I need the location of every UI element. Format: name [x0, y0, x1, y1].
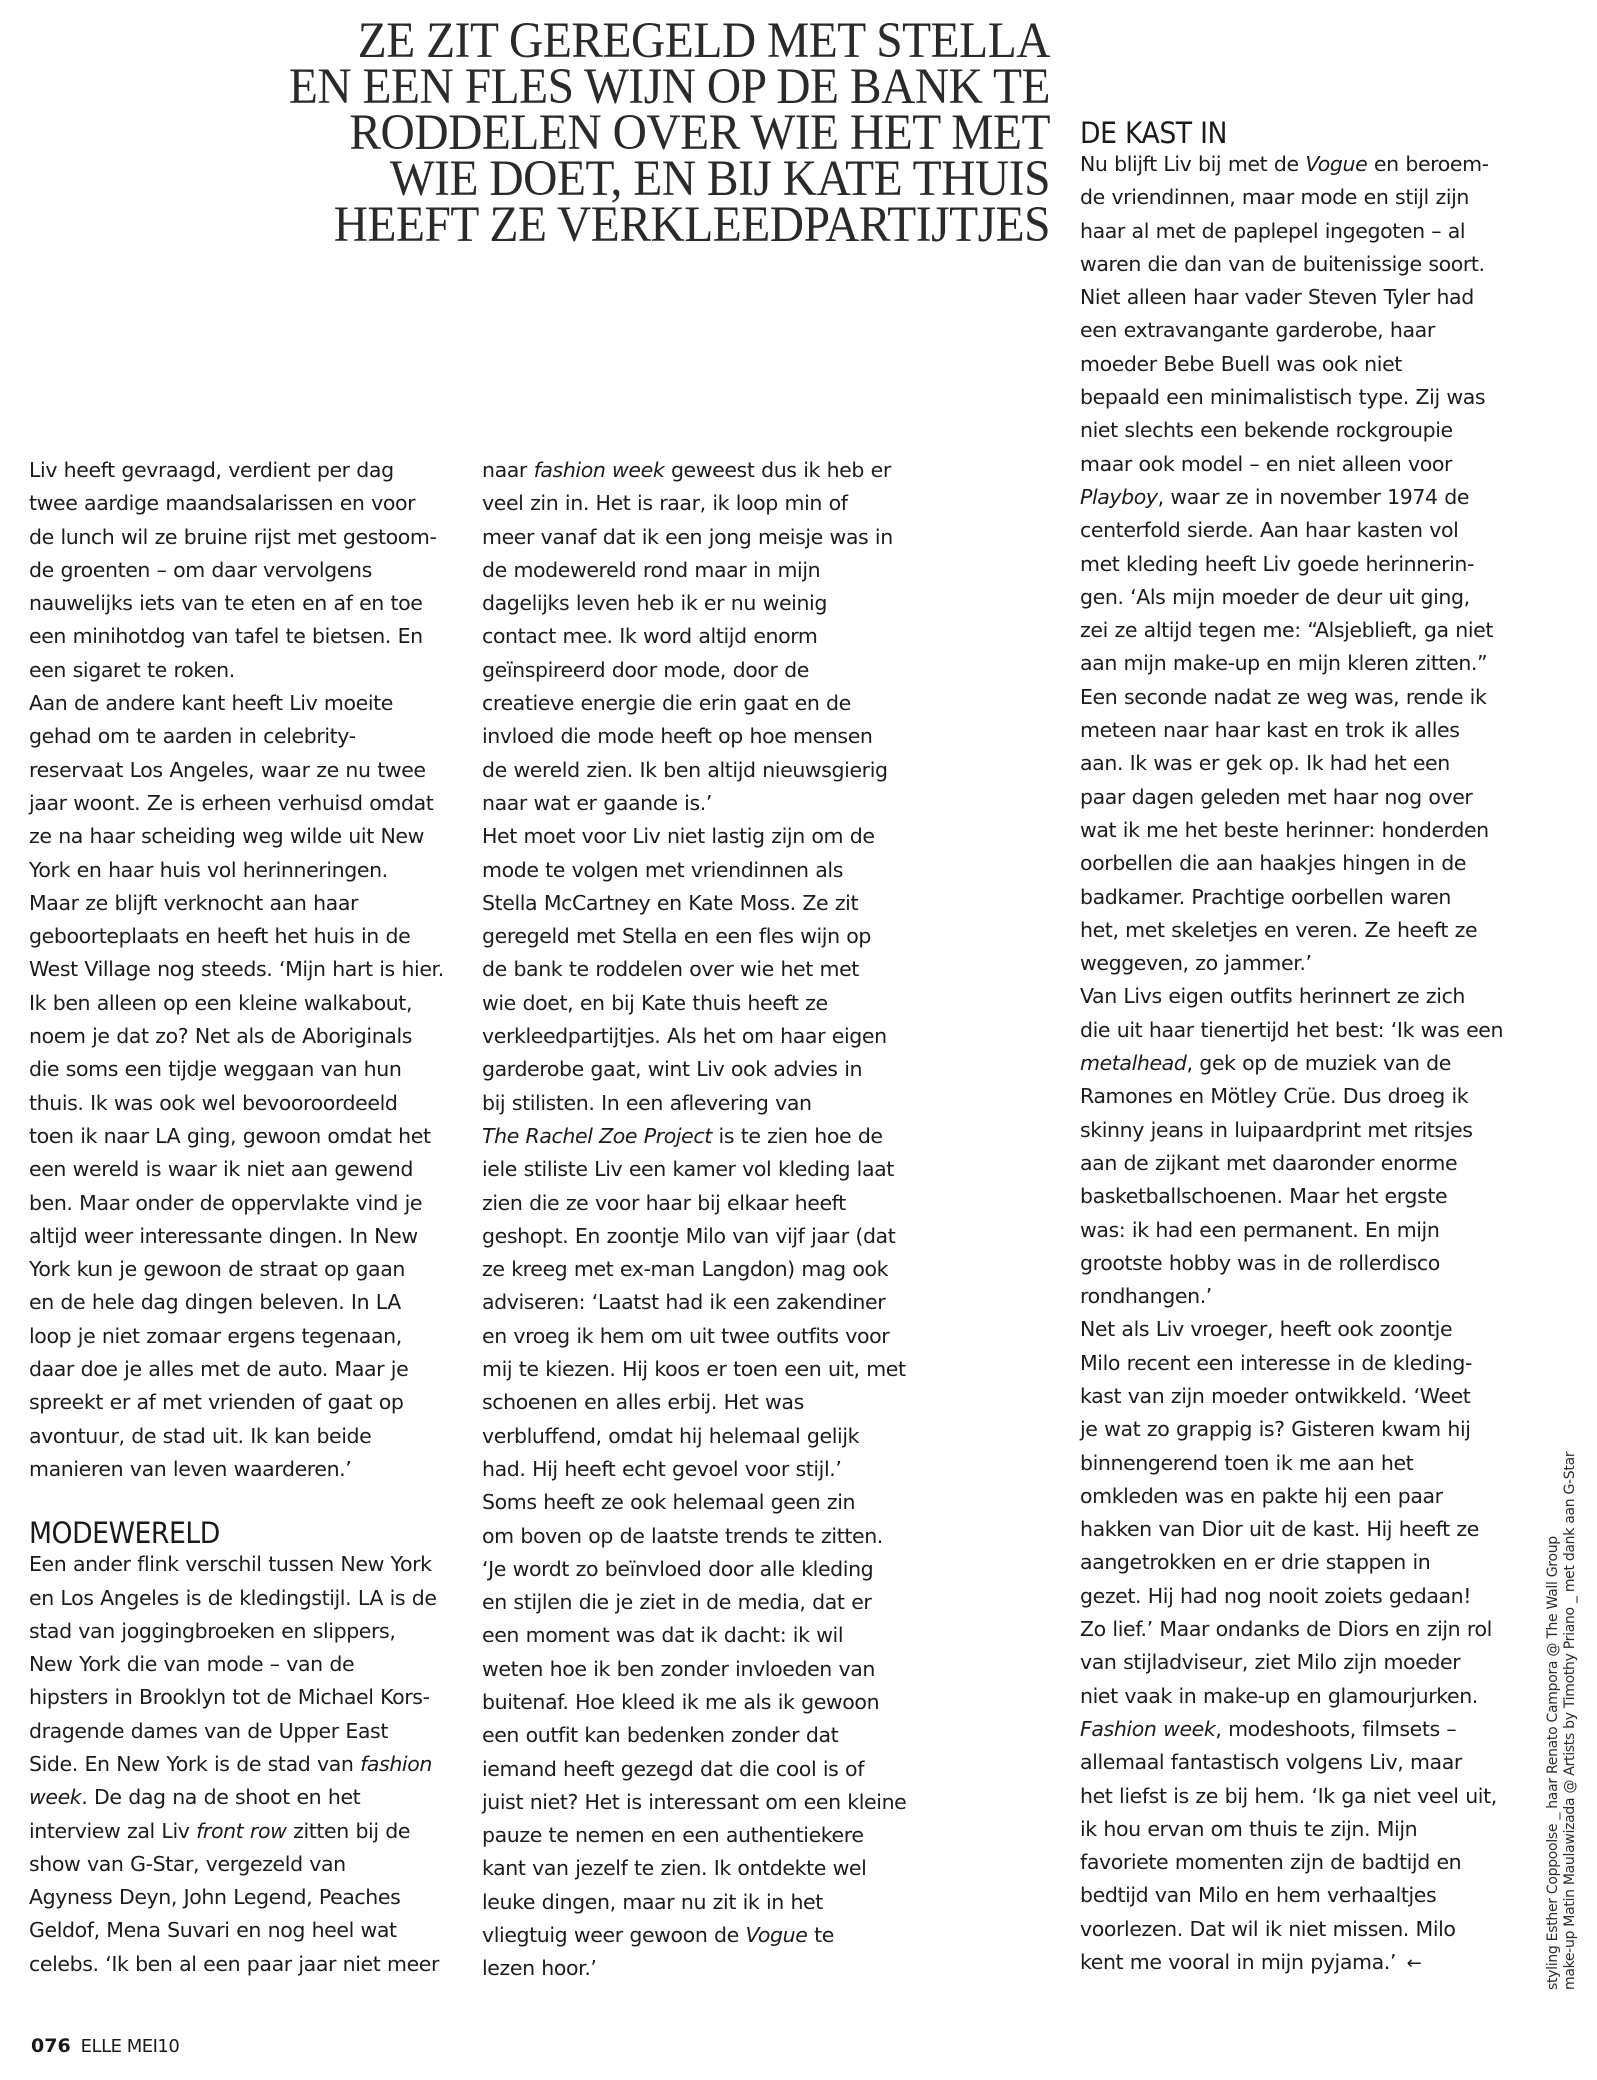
text-line: een minihotdog van tafel te bietsen. En [29, 624, 423, 649]
text-line: contact mee. Ik word altijd enorm [482, 624, 818, 649]
text-line: buitenaf. Hoe kleed ik me als ik gewoon [482, 1689, 880, 1714]
text-line: een moment was dat ik dacht: ik wil [482, 1623, 844, 1648]
text-line: weten hoe ik ben zonder invloeden van [482, 1656, 875, 1681]
text-line [482, 1120, 912, 1153]
text-line: oorbellen die aan haakjes hingen in de [1080, 851, 1467, 876]
text-line: geïnspireerd door mode, door de [482, 657, 809, 682]
text-line: dragende dames van de Upper East [29, 1718, 388, 1743]
text-line: binnengerend toen ik me aan het [1080, 1450, 1414, 1475]
text-run: zitten bij de [286, 1818, 411, 1843]
text-line: Net als Liv vroeger, heeft ook zoontje [1080, 1317, 1453, 1342]
text-line: aan de zijkant met daaronder enorme [1080, 1150, 1458, 1175]
text-line: thuis. Ik was ook wel bevooroordeeld [29, 1090, 398, 1115]
text-line: en vroeg ik hem om uit twee outfits voor [482, 1323, 890, 1348]
text-line: pauze te nemen en een authentiekere [482, 1823, 864, 1848]
text-line: favoriete momenten zijn de badtijd en [1080, 1850, 1462, 1875]
pull-quote-line: ZE ZIT GEREGELD MET STELLA [357, 13, 1051, 69]
text-line: Niet alleen haar vader Steven Tyler had [1080, 285, 1474, 310]
text-line: en Los Angeles is de kledingstijl. LA is de [29, 1585, 437, 1610]
text-run: interview zal Liv [29, 1818, 197, 1843]
text-line: rondhangen.’ [1080, 1284, 1212, 1309]
text-line: badkamer. Prachtige oorbellen waren [1080, 884, 1452, 909]
text-line: geshopt. En zoontje Milo van vijf jaar (dat [482, 1223, 896, 1248]
text-line: voorlezen. Dat wil ik niet missen. Milo [1080, 1916, 1456, 1941]
text-line: loop je niet zomaar ergens tegenaan, [29, 1323, 402, 1348]
text-line [29, 1748, 459, 1781]
text-line: een outfit kan bedenken zonder dat [482, 1723, 839, 1748]
text-line: gehad om te aarden in celebrity- [29, 724, 356, 749]
text-line: ik hou ervan om thuis te zijn. Mijn [1080, 1816, 1418, 1841]
photo-credits [1545, 1452, 1579, 1990]
body-text [29, 1848, 459, 1981]
italic-term: Vogue [745, 1923, 808, 1948]
text-line: juist niet? Het is interessant om een kleine [482, 1789, 907, 1814]
text-line: had. Hij heeft echt gevoel voor stijl.’ [482, 1456, 842, 1481]
text-line: ze kreeg met ex-man Langdon) mag ook [482, 1257, 889, 1282]
italic-term: Playboy [1080, 484, 1158, 509]
text-line: Het moet voor Liv niet lastig zijn om de [482, 824, 875, 849]
text-line: basketballschoenen. Maar het ergste [1080, 1184, 1448, 1209]
body-text [29, 1548, 459, 1748]
text-run: naar [482, 458, 534, 482]
pull-quote-line: WIE DOET, EN BIJ KATE THUIS [389, 151, 1050, 207]
text-line: kast van zijn moeder ontwikkeld. ‘Weet [1080, 1383, 1471, 1408]
text-line: jaar woont. Ze is erheen verhuisd omdat [29, 790, 434, 815]
text-line: aangetrokken en er drie stappen in [1080, 1550, 1431, 1575]
text-line: lezen hoor.’ [482, 1956, 597, 1981]
text-line: Maar ze blijft verknocht aan haar [29, 890, 359, 915]
text-line: hipsters in Brooklyn tot de Michael Kors- [29, 1685, 430, 1710]
text-line: leuke dingen, maar nu zit ik in het [482, 1889, 823, 1914]
pull-quote-line: EN EEN FLES WIJN OP DE BANK TE [288, 59, 1050, 115]
text-run: . De dag na de shoot en het [81, 1785, 361, 1810]
text-line: gen. ‘Als mijn moeder de deur uit ging, [1080, 584, 1470, 609]
text-line: Ramones en Mötley Crüe. Dus droeg ik [1080, 1084, 1469, 1109]
text-line: dagelijks leven heb ik er nu weinig [482, 591, 827, 616]
body-text [1080, 1746, 1520, 1946]
text-line: schoenen en alles erbij. Het was [482, 1390, 804, 1415]
text-line: geregeld met Stella en een fles wijn op [482, 924, 872, 949]
text-line: en stijlen die je ziet in de media, dat er [482, 1590, 872, 1615]
text-line: ‘Je wordt zo beïnvloed door alle kleding [482, 1556, 874, 1581]
text-run: geweest dus ik heb er [664, 458, 891, 482]
text-line: de groenten – om daar vervolgens [29, 557, 372, 582]
text-line: meer vanaf dat ik een jong meisje was in [482, 524, 893, 549]
text-line: kant van jezelf te zien. Ik ontdekte wel [482, 1856, 867, 1881]
text-line: mode te volgen met vriendinnen als [482, 857, 843, 882]
body-text [482, 1153, 912, 1919]
text-line [29, 1815, 459, 1848]
text-run: Nu blijft Liv bij met de [1080, 152, 1306, 176]
text-line: Aan de andere kant heeft Liv moeite [29, 691, 394, 716]
text-line: reservaat Los Angeles, waar ze nu twee [29, 757, 426, 782]
text-line: verbluffend, omdat hij helemaal gelijk [482, 1423, 860, 1448]
text-line: een extravangante garderobe, haar [1080, 318, 1435, 343]
text-line: spreekt er af met vrienden of gaat op [29, 1390, 404, 1415]
text-line: bij stilisten. In een aflevering van [482, 1090, 812, 1115]
text-line: gezet. Hij had nog nooit zoiets gedaan! [1080, 1583, 1472, 1608]
text-run: , gek op de muziek van de [1186, 1051, 1451, 1076]
text-line: twee aardige maandsalarissen en voor [29, 491, 416, 516]
text-line [1080, 481, 1520, 514]
text-line: celebs. ‘Ik ben al een paar jaar niet meer [29, 1951, 440, 1976]
text-line: veel zin in. Het is raar, ik loop min of [482, 491, 848, 516]
section-heading-de-kast-in: DE KAST IN [1080, 116, 1228, 150]
text-line: weggeven, zo jammer.’ [1080, 951, 1312, 976]
text-line [1080, 1047, 1520, 1080]
text-line: Soms heeft ze ook helemaal geen zin [482, 1490, 856, 1515]
page-folio [31, 2035, 179, 2057]
text-line: die soms een tijdje weggaan van hun [29, 1057, 402, 1082]
text-line: ze na haar scheiding weg wilde uit New [29, 824, 424, 849]
text-line: invloed die mode heeft op hoe mensen [482, 724, 873, 749]
text-line: aan. Ik was er gek op. Ik had het een [1080, 751, 1450, 776]
text-line: een wereld is waar ik niet aan gewend [29, 1157, 413, 1182]
text-line: paar dagen geleden met haar nog over [1080, 784, 1473, 809]
text-line: meteen naar haar kast en trok ik alles [1080, 718, 1460, 743]
text-line: zei ze altijd tegen me: “Alsjeblieft, ga niet [1080, 618, 1494, 643]
text-line [1080, 148, 1520, 181]
italic-term: Vogue [1305, 152, 1368, 176]
text-line [482, 454, 912, 487]
text-run: , waar ze in november 1974 de [1157, 484, 1470, 509]
italic-term: week [29, 1785, 82, 1810]
text-line: Geldof, Mena Suvari en nog heel wat [29, 1918, 397, 1943]
text-line: een sigaret te roken. [29, 657, 235, 682]
magazine-issue: ELLE MEI10 [80, 2036, 180, 2057]
body-text [1080, 514, 1520, 1047]
text-line: om boven op de laatste trends te zitten. [482, 1523, 883, 1548]
text-line: iele stiliste Liv een kamer vol kleding laat [482, 1157, 894, 1182]
text-run: kent me vooral in mijn pyjama.’ [1080, 1950, 1396, 1975]
text-line: grootste hobby was in de rollerdisco [1080, 1250, 1440, 1275]
text-line: ben. Maar onder de oppervlakte vind je [29, 1190, 423, 1215]
text-line: West Village nog steeds. ‘Mijn hart is hier. [29, 957, 444, 982]
section-heading-modewereld: MODEWERELD [29, 1516, 220, 1551]
text-line: geboorteplaats en heeft het huis in de [29, 924, 411, 949]
text-line: hakken van Dior uit de kast. Hij heeft ze [1080, 1517, 1479, 1542]
text-line: creatieve energie die erin gaat en de [482, 691, 851, 716]
text-line: bepaald een minimalistisch type. Zij was [1080, 385, 1486, 410]
pull-quote-line: HEEFT ZE VERKLEEDPARTIJTJES [333, 197, 1050, 253]
text-line: Stella McCartney en Kate Moss. Ze zit [482, 890, 859, 915]
italic-term: Fashion week [1080, 1716, 1216, 1741]
text-line: het, met skeletjes en veren. Ze heeft ze [1080, 917, 1478, 942]
text-line: York kun je gewoon de straat op gaan [29, 1257, 405, 1282]
text-line: je wat zo grappig is? Gisteren kwam hij [1080, 1417, 1471, 1442]
text-line: New York die van mode – van de [29, 1652, 355, 1677]
text-line: de modewereld rond maar in mijn [482, 557, 821, 582]
text-line: York en haar huis vol herinneringen. [29, 857, 388, 882]
text-line: nauwelijks iets van te eten en af en toe [29, 591, 423, 616]
text-line: bedtijd van Milo en hem verhaaltjes [1080, 1883, 1437, 1908]
body-text [482, 487, 912, 1120]
text-line: moeder Bebe Buell was ook niet [1080, 351, 1402, 376]
text-run: en beroem- [1367, 152, 1489, 176]
text-line: de vriendinnen, maar mode en stijl zijn [1080, 185, 1470, 210]
text-line: Van Livs eigen outfits herinnert ze zich [1080, 984, 1466, 1009]
text-line: de lunch wil ze bruine rijst met gestoom- [29, 524, 437, 549]
text-line: niet slechts een bekende rockgroupie [1080, 418, 1453, 443]
italic-term: front row [196, 1818, 287, 1843]
article-column-1 [29, 454, 459, 1981]
credits-line: make-up Matin Maulawizada @ Artists by Timothy Priano _ met dank aan G-Star [1562, 1451, 1578, 1990]
text-line: Milo recent een interesse in de kleding- [1080, 1350, 1472, 1375]
text-line: zien die ze voor haar bij elkaar heeft [482, 1190, 846, 1215]
text-line: garderobe gaat, wint Liv ook advies in [482, 1057, 863, 1082]
text-line: niet vaak in make-up en glamourjurken. [1080, 1683, 1478, 1708]
text-line: maar ook model – en niet alleen voor [1080, 451, 1453, 476]
text-line: manieren van leven waarderen.’ [29, 1456, 352, 1481]
text-line: noem je dat zo? Net als de Aboriginals [29, 1024, 413, 1049]
text-line: Ik ben alleen op een kleine walkabout, [29, 990, 413, 1015]
text-line: centerfold sierde. Aan haar kasten vol [1080, 518, 1459, 543]
text-line: verkleedpartijtjes. Als het om haar eigen [482, 1024, 887, 1049]
text-line: was: ik had een permanent. En mijn [1080, 1217, 1440, 1242]
text-line: de wereld zien. Ik ben altijd nieuwsgierig [482, 757, 888, 782]
text-run: is te zien hoe de [711, 1123, 883, 1148]
text-line: de bank te roddelen over wie het met [482, 957, 859, 982]
italic-term: fashion week [533, 458, 665, 482]
page-number: 076 [31, 2035, 71, 2057]
text-line: haar al met de paplepel ingegoten – al [1080, 218, 1466, 243]
text-run: te [807, 1923, 834, 1948]
text-line: Een seconde nadat ze weg was, rende ik [1080, 684, 1487, 709]
text-line: Liv heeft gevraagd, verdient per dag [29, 458, 394, 482]
text-line: wat ik me het beste herinner: honderden [1080, 817, 1489, 842]
text-run: vliegtuig weer gewoon de [482, 1923, 746, 1948]
text-line: show van G-Star, vergezeld van [29, 1851, 346, 1876]
end-mark-arrow-icon: ← [1406, 1953, 1422, 1975]
text-line: daar doe je alles met de auto. Maar je [29, 1357, 409, 1382]
text-line: avontuur, de stad uit. Ik kan beide [29, 1423, 372, 1448]
text-run: , modeshoots, filmsets – [1215, 1716, 1457, 1741]
text-line: mij te kiezen. Hij koos er toen een uit, met [482, 1357, 906, 1382]
text-line: met kleding heeft Liv goede herinnerin- [1080, 551, 1474, 576]
text-line: het liefst is ze bij hem. ‘Ik ga niet veel uit, [1080, 1783, 1497, 1808]
text-line: waren die dan van de buitenissige soort. [1080, 251, 1485, 276]
text-line [1080, 1946, 1520, 1980]
text-line: altijd weer interessante dingen. In New [29, 1223, 418, 1248]
article-column-2 [482, 454, 912, 1986]
text-line: die uit haar tienertijd het best: ‘Ik was een [1080, 1017, 1504, 1042]
text-line: Zo lief.’ Maar ondanks de Diors en zijn rol [1080, 1617, 1492, 1642]
italic-term: fashion [360, 1751, 432, 1776]
pull-quote [241, 13, 1051, 253]
text-line: naar wat er gaande is.’ [482, 790, 712, 815]
italic-term: metalhead [1080, 1051, 1187, 1076]
text-line: aan mijn make-up en mijn kleren zitten.” [1080, 651, 1488, 676]
text-line [482, 1919, 912, 1952]
text-line: allemaal fantastisch volgens Liv, maar [1080, 1750, 1462, 1775]
text-line: en de hele dag dingen beleven. In LA [29, 1290, 401, 1315]
text-line [1080, 1713, 1520, 1746]
text-line: van stijladviseur, ziet Milo zijn moeder [1080, 1650, 1461, 1675]
text-line: adviseren: ‘Laatst had ik een zakendiner [482, 1290, 886, 1315]
text-line: wie doet, en bij Kate thuis heeft ze [482, 990, 828, 1015]
text-line: omkleden was en pakte hij een paar [1080, 1483, 1443, 1508]
text-line: toen ik naar LA ging, gewoon omdat het [29, 1123, 431, 1148]
credits-line: styling Esther Coppoolse _ haar Renato Campora @ The Wall Group [1545, 1536, 1561, 1990]
article-column-3 [1080, 116, 1520, 1980]
text-run: Side. En New York is de stad van [29, 1751, 361, 1776]
italic-term: The Rachel Zoe Project [482, 1123, 712, 1148]
body-text [1080, 181, 1520, 481]
text-line: stad van joggingbroeken en slippers, [29, 1618, 396, 1643]
text-line [29, 1781, 459, 1814]
pull-quote-line: RODDELEN OVER WIE HET MET [349, 105, 1050, 161]
body-text [29, 454, 459, 1486]
body-text [1080, 1080, 1520, 1713]
text-line: Een ander flink verschil tussen New York [29, 1552, 432, 1577]
text-line: iemand heeft gezegd dat die cool is of [482, 1756, 865, 1781]
text-line: Agyness Deyn, John Legend, Peaches [29, 1885, 401, 1910]
text-line: skinny jeans in luipaardprint met ritsjes [1080, 1117, 1473, 1142]
